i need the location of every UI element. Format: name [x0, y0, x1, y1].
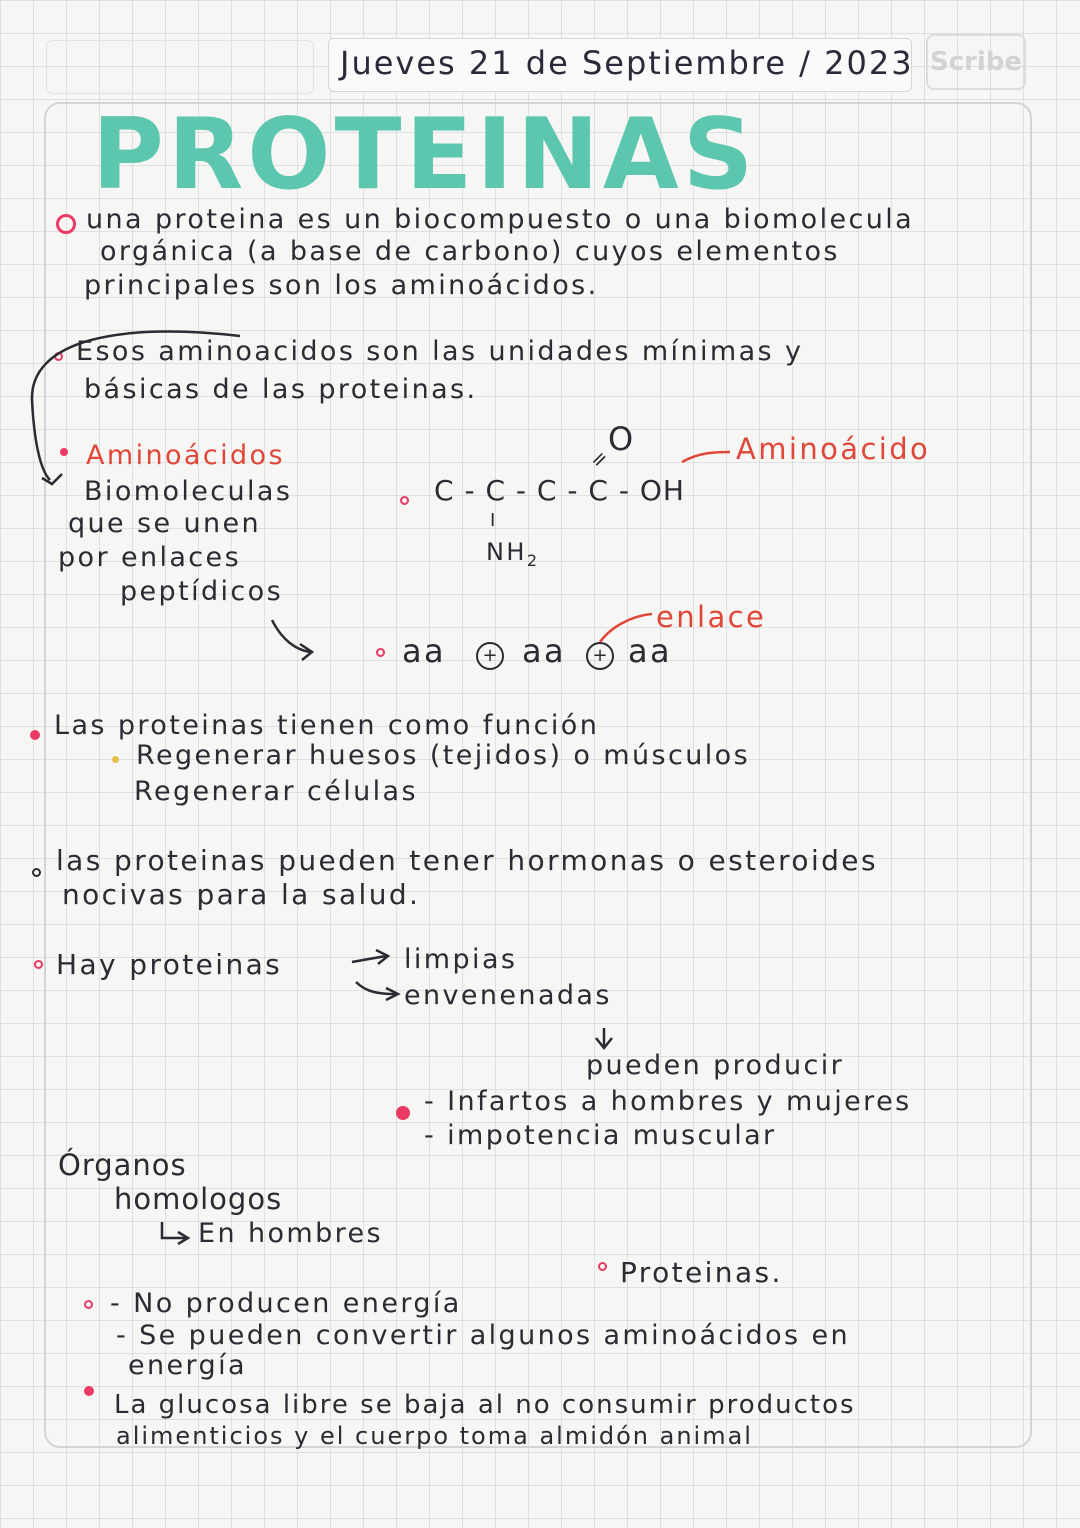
aminoacids-desc-1: Biomoleculas	[84, 476, 293, 507]
bullet-effects	[396, 1106, 410, 1120]
aminoacid-label: Aminoácido	[736, 432, 931, 466]
bullet-proteins-label	[598, 1262, 607, 1271]
bullet-intro	[56, 214, 76, 234]
energy-line-4: La glucosa libre se baja al no consumir productos	[114, 1390, 856, 1420]
chain-plus-2: +	[586, 642, 614, 670]
formula-chain: C - C - C - C - OH	[434, 474, 685, 507]
chain-aa-3: aa	[628, 632, 673, 670]
units-line-1: Esos aminoacidos son las unidades mínimas y	[76, 336, 804, 367]
formula-vertical-bond: I	[490, 510, 498, 531]
types-option-1: limpias	[404, 944, 518, 975]
aminoacids-desc-2: que se unen	[68, 508, 262, 539]
hormones-line-2: nocivas para la salud.	[62, 878, 421, 911]
content-frame	[44, 102, 1032, 1448]
header-blank-box	[46, 40, 314, 94]
formula-subscript: 2	[526, 550, 540, 570]
function-line-3: Regenerar células	[134, 776, 418, 807]
chain-aa-1: aa	[402, 632, 447, 670]
intro-line-1: una proteina es un biocompuesto o una biomolecula	[86, 204, 915, 235]
bullet-formula	[400, 496, 409, 505]
types-effect-1: - Infartos a hombres y mujeres	[424, 1086, 912, 1117]
bond-label: enlace	[656, 600, 767, 634]
organs-line-1: Órganos	[58, 1148, 187, 1182]
energy-line-5: alimenticios y el cuerpo toma almidón animal	[116, 1422, 753, 1450]
bullet-hormones	[32, 868, 41, 877]
aminoacids-desc-4: peptídicos	[120, 576, 284, 607]
formula-double-bond: =	[584, 442, 615, 474]
page-title: PROTEINAS	[92, 98, 758, 212]
energy-line-2: - Se pueden convertir algunos aminoácidos en	[116, 1320, 850, 1351]
energy-line-3: energía	[128, 1350, 247, 1381]
intro-line-2: orgánica (a base de carbono) cuyos elementos	[100, 236, 840, 267]
bullet-types	[34, 960, 43, 969]
units-line-2: básicas de las proteinas.	[84, 374, 478, 405]
bullet-energy	[84, 1300, 93, 1309]
organs-line-3: En hombres	[198, 1218, 384, 1249]
bullet-glucose	[84, 1386, 94, 1396]
aminoacids-desc-3: por enlaces	[58, 542, 242, 573]
bullet-chain	[376, 648, 385, 657]
energy-line-1: - No producen energía	[110, 1288, 462, 1319]
aminoacids-heading: Aminoácidos	[86, 440, 285, 471]
bullet-function-sub	[112, 756, 119, 763]
chain-plus-1: +	[476, 642, 504, 670]
types-effect-2: - impotencia muscular	[424, 1120, 777, 1151]
function-line-2: Regenerar huesos (tejidos) o músculos	[136, 740, 751, 771]
scribe-logo: Scribe	[926, 34, 1026, 90]
intro-line-3: principales son los aminoácidos.	[84, 270, 599, 301]
formula-nh2	[486, 538, 539, 570]
bullet-units	[54, 352, 63, 361]
bullet-function	[30, 730, 40, 740]
bullet-aminoacids	[60, 448, 68, 456]
formula-oxygen: O	[608, 420, 636, 458]
hormones-line-1: las proteinas pueden tener hormonas o esteroides	[56, 844, 878, 877]
types-option-2: envenenadas	[404, 980, 612, 1011]
types-effect: pueden producir	[586, 1050, 845, 1081]
chain-aa-2: aa	[522, 632, 567, 670]
formula-nh: NH	[486, 538, 527, 566]
proteins-label: Proteinas.	[620, 1256, 783, 1289]
date-text: Jueves 21 de Septiembre / 2023	[340, 44, 914, 82]
organs-line-2: homologos	[114, 1182, 283, 1216]
types-lead: Hay proteinas	[56, 948, 283, 981]
function-line-1: Las proteinas tienen como función	[54, 710, 600, 741]
